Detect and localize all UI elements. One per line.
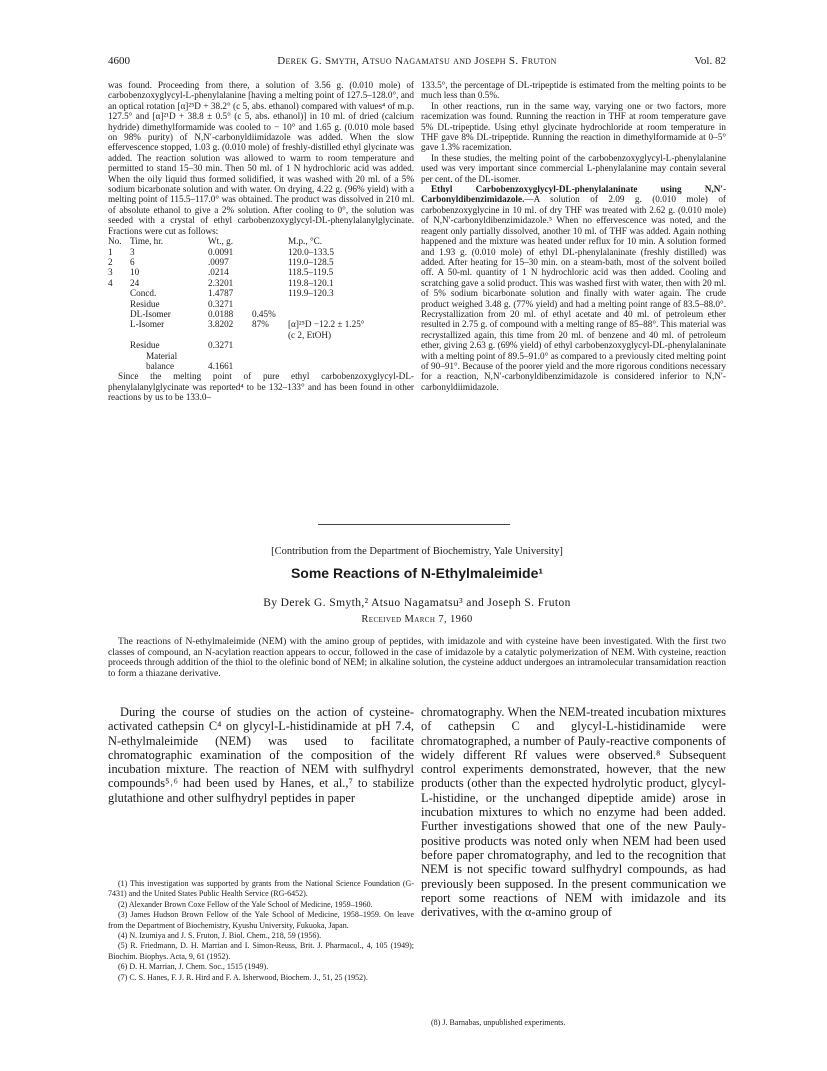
table-cell: 0.3271 [208,298,234,309]
table-cell [108,330,130,340]
table-row [108,340,414,350]
running-header [108,55,726,69]
table-cell: Material [146,350,178,361]
table-cell [252,340,288,350]
table-cell: 0.3271 [208,340,234,351]
table-cell: 3 [130,246,135,257]
footnote: (7) C. S. Hanes, F. J. R. Hird and F. A. Isherwood, Biochem. J., 51, 25 (1952). [118,972,368,982]
table-cell: 0.45% [252,308,276,319]
table-cell [252,299,288,309]
footnotes-right [421,1018,726,1028]
table-row [108,288,414,298]
table-cell: 10 [130,267,140,278]
footnote: (4) N. Izumiya and J. S. Fruton, J. Biol. Chem., 218, 59 (1956). [118,931,322,941]
right-paragraph: In these studies, the melting point of the carbobenzoxyglycyl-L-phenylalanine used was very important since commercial L-phenylalanine may contain several per cent. of the DL-isomer. [421,152,726,184]
table-header-cell: M.p., °C. [288,236,323,247]
footnotes-left [108,879,414,983]
footnote: (2) Alexander Brown Coxe Fellow of the Yale School of Medicine, 1959–1960. [118,899,373,909]
table-cell: 1 [108,246,113,257]
table-cell [252,351,288,361]
table-cell [252,330,288,340]
table-row [108,247,414,257]
table-cell [108,340,130,350]
header-authors: Derek G. Smyth, Atsuo Nagamatsu and Joseph S. Fruton [277,55,557,67]
table-cell [288,309,414,319]
table-cell [252,288,288,298]
received-date: Received March 7, 1960 [361,614,473,625]
table-header-row [108,236,414,246]
footnote: (1) This investigation was supported by grants from the National Science Foundation (G-7431) and the United States Public Health Service (RG-6452). [108,879,414,899]
table-header-cell: No. [108,236,122,247]
article-title: Some Reactions of N-Ethylmaleimide¹ [290,565,544,581]
table-cell: 2.3201 [208,277,234,288]
section-divider [318,524,510,525]
section-heading: Ethyl Carbobenzoxyglycyl-DL-phenylalaninate using N,N′-Carbonyldibenzimidazole. [421,184,726,205]
table-cell: 119.9–120.3 [288,288,334,299]
table-cell: 6 [130,256,135,267]
table-cell [208,330,252,340]
table-header-cell: Time, hr. [130,236,164,247]
table-row [108,309,414,319]
table-row [108,351,414,361]
table-cell [108,309,130,319]
footnote: (5) R. Friedmann, D. H. Marrian and I. Simon-Reuss, Brit. J. Pharmacol., 4, 105 (1949); Biochim. Biophys. Acta, 9, 61 (1952). [108,941,414,961]
table-cell [108,299,130,309]
table-row [108,299,414,309]
table-row [108,330,414,340]
table-cell: 3.8202 [208,319,234,330]
table-header-cell: Wt., g. [208,236,234,247]
volume-label: Vol. 82 [694,55,726,67]
table-cell: 2 [108,256,113,267]
table-cell: 0.0091 [208,246,234,257]
table-cell [108,288,130,298]
body-text-left: During the course of studies on the action of cysteine-activated cathepsin C⁴ on glycyl-L-histidinamide at pH 7.4, N-ethylmaleimide (NEM) was used to facilitate chromatographic examination of the composition of the incubation mixture. The reaction of NEM with sulfhydryl compounds⁵˒⁶ had been used by Hanes, et al.,⁷ to stabilize glutathione and other sulfhydryl peptides in paper [108,705,414,805]
footnote: (6) D. H. Marrian, J. Chem. Soc., 1515 (1949). [118,962,269,972]
table-cell [208,351,252,361]
contribution-line: [Contribution from the Department of Biochemistry, Yale University] [271,546,563,557]
table-cell: 24 [130,277,140,288]
table-cell [252,278,288,288]
table-cell [252,257,288,267]
table-cell [288,340,414,350]
table-cell [288,299,414,309]
section-text: —A solution of 2.09 g. (0.010 mole) of carbobenzoxyglycine in 10 ml. of dry THF was treated with 2.62 g. (0.010 mole) of N,N′-carbonyldibenzimidazole.⁵ When no effervescence was noted, and the reagent only partially dissolved, another 10 ml. of THF was added. Again nothing happened and the mixture was heated under reflux for 10 min. A solution formed and 1.93 g. (0.010 mole) of ethyl DL-phenylalaninate (freshly distilled) was added. After heating for 15–30 min. on a steam-bath, most of the solvent boiled off. A 50-ml. quantity of 1 N hydrochloric acid was then added. Cooling and scratching gave a solid product. This was washed first with water, then with 20 ml. of 5% sodium bicarbonate solution and finally with water again. The crude product weighed 3.48 g. (77% yield) and had a melting point range of 83.5–88.0°. Recrystallization from 20 ml. of ethyl acetate and 40 ml. of petroleum ether resulted in 2.75 g. of compound with a melting range of 85–88°. This material was recrystallized again, this time from 20 ml. of benzene and 40 ml. of petroleum ether, giving 2.63 g. (69% yield) of ethyl carbobenzoxyglycyl-DL-phenylalaninate with a melting point of 89.5–91.0° as compared to a previously cited melting point of 90–91°. Because of the poorer yield and the more rigorous conditions necessary for a reaction, N,N′-carbonyldibenzimidazole is considered inferior to N,N′-carbonyldiimidazole. [421,194,726,392]
table-cell: (c 2, EtOH) [288,329,332,340]
table-cell [252,247,288,257]
table-cell: 119.8–120.1 [288,277,334,288]
left-paragraph: was found. Proceeding from there, a solution of 3.56 g. (0.010 mole) of carbobenzoxyglycyl-L-phenylalanine [having a melting point of 127.5–128.0°, and an optical rotation [α]²⁵D + 38.2° (c 5, abs. ethanol) compared with values⁴ of m.p. 127.5° and [α]²¹D + 38.8 ± 0.5° (c 5, abs. ethanol)] in 10 ml. of dried (calcium hydride) dimethylformamide was cooled to − 10° and 1.65 g. (0.010 mole based on 98% purity) of N,N′-carbonyldiimidazole was added. When the slow effervescence stopped, 1.03 g. (0.010 mole) of freshly-distilled ethyl glycinate was added. The reaction solution was allowed to warm to room temperature and permitted to stand 15–30 min. Then 50 ml. of 1 N hydrochloric acid was added. When the oily liquid thus formed solidified, it was washed with 20 ml. of a 5% sodium bicarbonate solution and with water. On drying, 4.22 g. (96% yield) with a melting point of 115.5–117.0° was obtained. The product was dissolved in 210 ml. of absolute ethanol to give a 2% solution. After cooling to 0°, the solution was seeded with a crystal of ethyl carbobenzoxyglycyl-DL-phenylalanylglycinate. Fractions were cut as follows: [108,80,414,236]
table-cell: 4.1661 [208,360,234,371]
table-cell: 0.0188 [208,308,234,319]
footnote: (3) James Hudson Brown Fellow of the Yale School of Medicine, 1958–1959. On leave from the Department of Biochemistry, Kyushu University, Fukuoka, Japan. [108,910,414,930]
table-cell [130,330,208,340]
page-number: 4600 [108,55,130,67]
table-cell [252,361,288,371]
article-abstract: The reactions of N-ethylmaleimide (NEM) with the amino group of peptides, with imidazole and with cysteine have been investigated. With the first two classes of compound, an N-acylation reaction appears to occur, followed in the case of imidazole by a catalytic polymerization of NEM. With cysteine, reaction proceeds through addition of the thiol to the olefinic bond of NEM; in alkaline solution, the cysteine adduct undergoes an intramolecular transamidation reaction to form a thiazane derivative. [108,636,726,680]
table-cell: .0097 [208,256,229,267]
table-cell: 4 [108,277,113,288]
table-cell: balance [146,360,175,371]
body-text-right: chromatography. When the NEM-treated incubation mixtures of cathepsin C and glycyl-L-histidinamide were chromatographed, a number of Pauly-reactive components of widely different Rf values were observed.⁸ Subsequent control experiments demonstrated, however, that the new products (other than the expected hydrolytic product, glycyl-L-histidine, or the unchanged dipeptide amide) arose in incubation mixtures to which no enzyme had been added. Further investigations showed that one of the new Pauly-positive products was noted only when NEM had been used before paper chromatography, and led to the recognition that NEM is not specific toward sulfhydryl compounds, as had previously been supposed. In the present communication we report some reactions of NEM with imidazole and its derivatives, with the α-amino group of [421,705,726,920]
table-cell: 120.0–133.5 [288,246,334,257]
footnote: (8) J. Barnabas, unpublished experiments. [431,1018,566,1027]
right-paragraph [421,184,726,392]
table-cell: Residue [130,298,160,309]
table-cell: [α]²⁵D −12.2 ± 1.25° [288,319,365,330]
table-cell [288,351,414,361]
fractions-table-body [108,247,414,372]
table-row [108,361,414,371]
table-cell: DL-Isomer [130,308,171,319]
table-cell: 118.5–119.5 [288,267,334,278]
right-paragraph: 133.5°, the percentage of DL-tripeptide is estimated from the melting points to be much less than 0.5%. [421,80,726,101]
table-cell: 1.4787 [208,288,234,299]
table-cell [108,319,130,329]
table-row [108,267,414,277]
table-cell: 3 [108,267,113,278]
right-column-experimental [421,80,726,392]
table-cell [288,361,414,371]
table-cell: L-Isomer [130,319,165,330]
left-paragraph: Since the melting point of pure ethyl carbobenzoxyglycyl-DL-phenylalanylglycinate was reported⁴ to be 132–133° and has been found in other reactions by us to be 133.0– [108,371,414,403]
table-cell [252,267,288,277]
table-cell [108,351,130,361]
table-row [108,257,414,267]
article-byline: By Derek G. Smyth,² Atsuo Nagamatsu³ and Joseph S. Fruton [263,597,571,609]
table-row [108,319,414,329]
table-cell: Residue [130,340,160,351]
table-cell: 87% [252,319,269,330]
table-cell: .0214 [208,267,229,278]
table-cell [108,361,130,371]
table-cell: 119.0–128.5 [288,256,334,267]
table-row [108,278,414,288]
left-column-experimental [108,80,414,403]
fractions-table [108,236,414,371]
table-cell: Concd. [130,288,157,299]
right-paragraph: In other reactions, run in the same way, varying one or two factors, more racemization was found. Running the reaction in THF at room temperature gave 5% DL-tripeptide. Using ethyl glycinate hydrochloride at room temperature in THF gave 8% DL-tripeptide. Running the reaction in dimethylformamide at 0–5° gave 1.3% racemization. [421,100,726,153]
